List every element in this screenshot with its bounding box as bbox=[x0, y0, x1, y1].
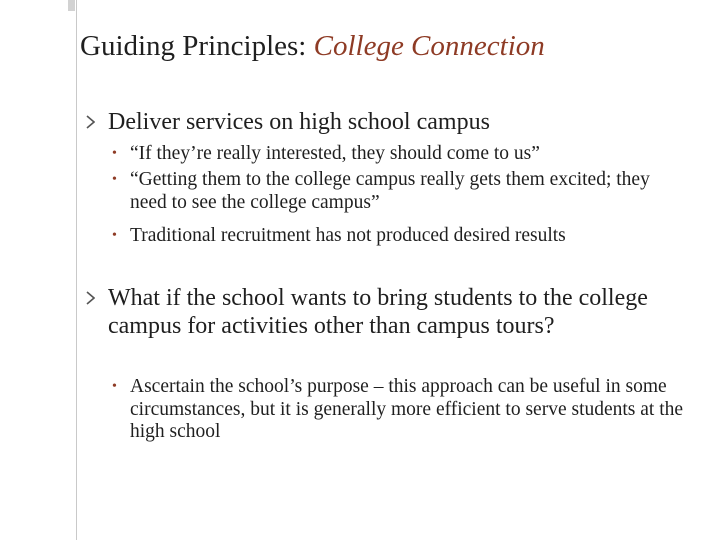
title-accent: College Connection bbox=[313, 30, 545, 62]
sub-bullet-item bbox=[112, 169, 657, 214]
bullet-item bbox=[86, 284, 676, 340]
dot-icon: • bbox=[112, 146, 117, 161]
dot-icon: • bbox=[112, 228, 117, 243]
sub-bullet-text: “If they’re really interested, they should come to us” bbox=[130, 143, 540, 164]
sub-bullet-text: “Getting them to the college campus really gets them excited; they need to see the college campus” bbox=[130, 169, 650, 213]
sub-bullet-item bbox=[112, 225, 702, 248]
title-main: Guiding Principles: bbox=[80, 30, 314, 62]
bullet-text: What if the school wants to bring students to the college campus for activities other than campus tours? bbox=[108, 285, 648, 339]
slide-title bbox=[80, 26, 545, 66]
sub-bullet-item bbox=[112, 376, 712, 444]
bullet-text: Deliver services on high school campus bbox=[108, 109, 490, 135]
bullet-item bbox=[86, 108, 686, 136]
sub-bullet-item bbox=[112, 143, 672, 166]
corner-accent bbox=[68, 0, 75, 11]
dot-icon: • bbox=[112, 379, 117, 394]
dot-icon: • bbox=[112, 172, 117, 187]
triangle-arrow-icon bbox=[86, 284, 104, 312]
triangle-arrow-icon bbox=[86, 108, 104, 136]
sub-bullet-text: Traditional recruitment has not produced desired results bbox=[130, 225, 566, 246]
sub-bullet-text: Ascertain the school’s purpose – this approach can be useful in some circumstances, but it is generally more efficient to serve students at the high school bbox=[130, 376, 684, 442]
left-rule bbox=[76, 0, 77, 540]
